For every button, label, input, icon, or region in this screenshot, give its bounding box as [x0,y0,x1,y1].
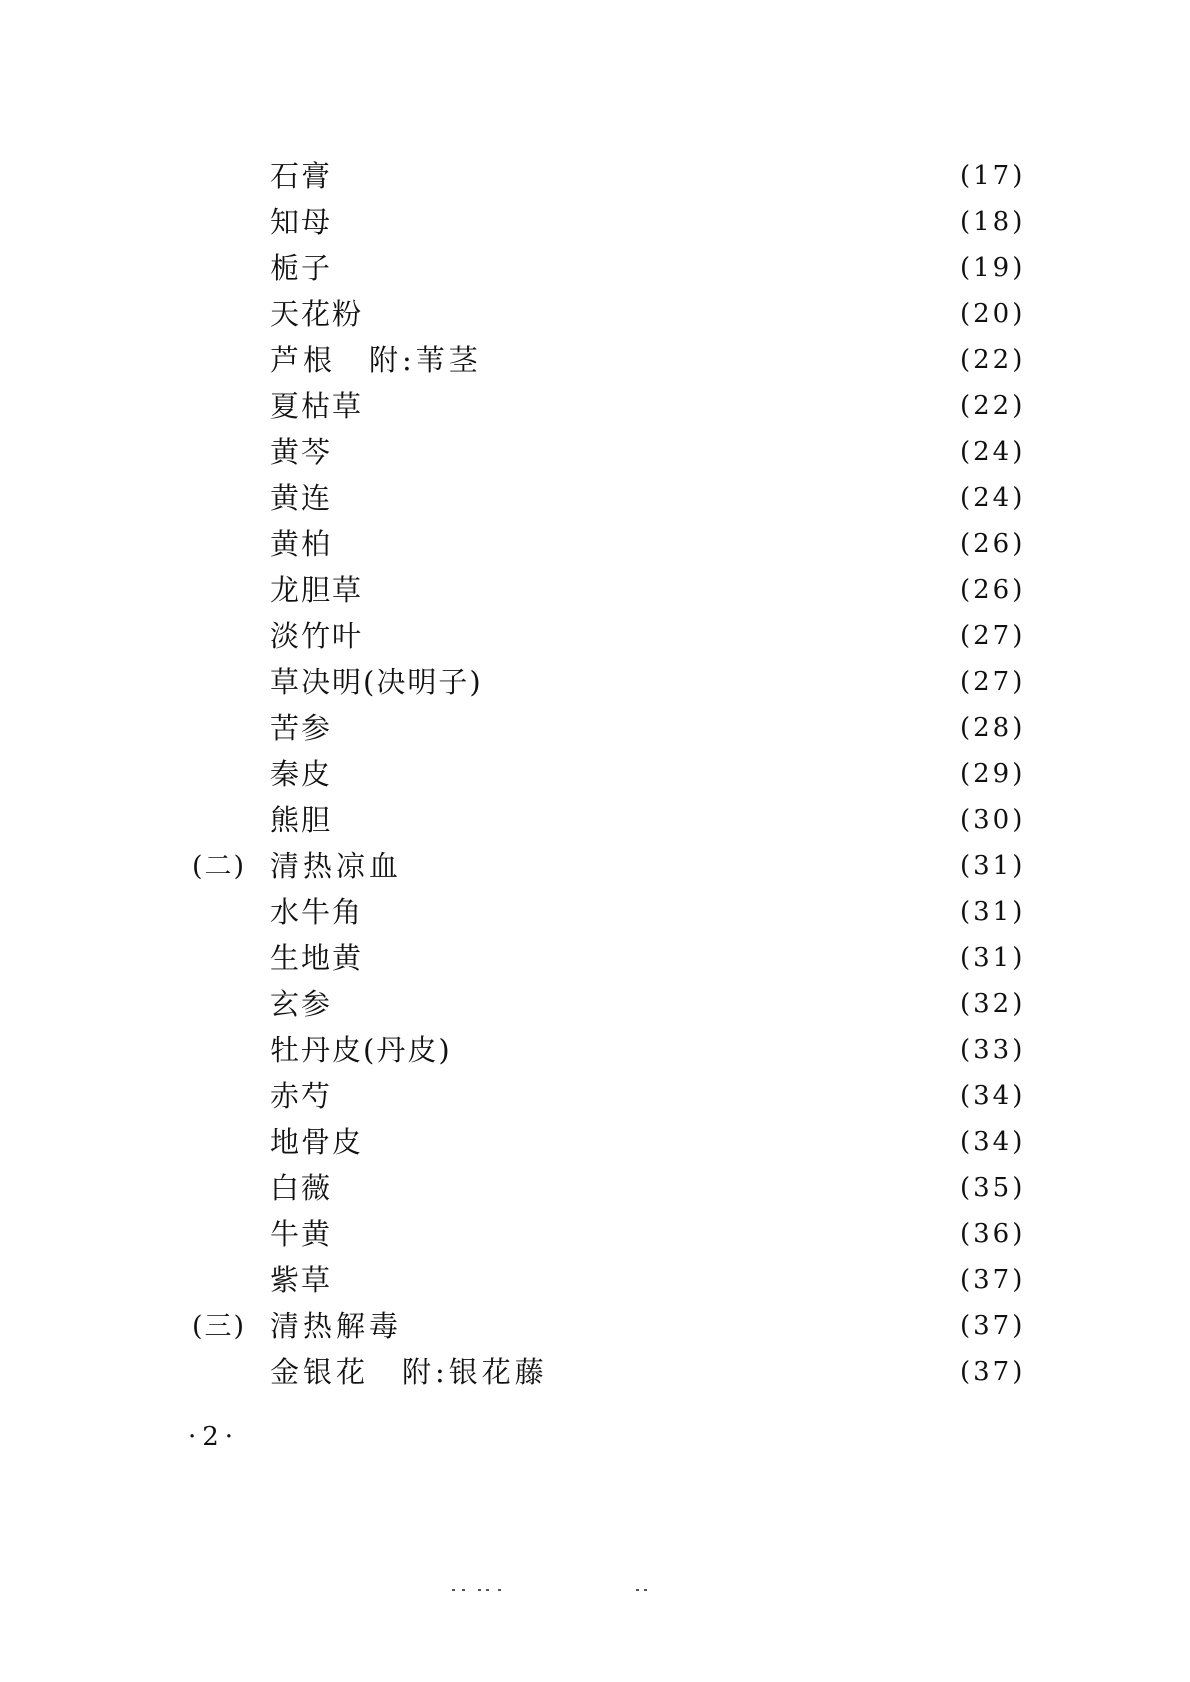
entry-title: 黄柏 [270,527,333,561]
toc-entry-shigao [0,156,1190,202]
toc-entry-digupi [0,1122,1190,1168]
entry-title: 夏枯草 [270,389,364,423]
entry-title: 龙胆草 [270,573,364,607]
toc-section-qingre-jiedu [0,1306,1190,1352]
entry-title: 草决明(决明子) [270,665,483,699]
entry-title: 苦参 [270,711,333,745]
entry-title: 天花粉 [270,297,364,331]
entry-title: 紫草 [270,1263,333,1297]
toc-entry-qinpi [0,754,1190,800]
page-number: (24) [960,483,1026,513]
entry-title: 金银花 附:银花藤 [270,1355,548,1389]
page-number: (31) [960,943,1026,973]
toc-entry-kushen [0,708,1190,754]
toc-entry-mudanpi [0,1030,1190,1076]
entry-title: 石膏 [270,159,333,193]
section-marker: (二) [192,851,247,882]
scan-specks [440,1585,670,1595]
entry-title: 地骨皮 [270,1125,364,1159]
page-number: (24) [960,437,1026,467]
page-number: (27) [960,621,1026,651]
page-number: (33) [960,1035,1026,1065]
toc-entry-danzhuye [0,616,1190,662]
page-number: (22) [960,345,1026,375]
entry-title: 牛黄 [270,1217,333,1251]
scan-speck [498,1589,501,1591]
page-number: (19) [960,253,1026,283]
toc-entry-shuiniujiao [0,892,1190,938]
toc-entry-lugen [0,340,1190,386]
toc-entry-huangqin [0,432,1190,478]
entry-title: 芦根 附:苇茎 [270,343,482,377]
page-number: (31) [960,897,1026,927]
page-number: (37) [960,1311,1026,1341]
entry-title: 牡丹皮(丹皮) [270,1033,452,1067]
toc-entry-zhimu [0,202,1190,248]
page-number: (31) [960,851,1026,881]
entry-title: 生地黄 [270,941,364,975]
scan-speck [636,1589,639,1591]
toc-entry-chishao [0,1076,1190,1122]
entry-title: 黄芩 [270,435,333,469]
entry-title: 淡竹叶 [270,619,364,653]
entry-title: 知母 [270,205,333,239]
toc-entry-xuanshen [0,984,1190,1030]
scan-speck [486,1589,489,1591]
toc-entry-tianhuafen [0,294,1190,340]
toc-entry-huanglian [0,478,1190,524]
page-number: (26) [960,575,1026,605]
scan-speck [644,1589,647,1591]
entry-title: 秦皮 [270,757,333,791]
scan-speck [462,1589,465,1591]
page-number: (18) [960,207,1026,237]
scan-speck [452,1589,455,1591]
entry-title: 栀子 [270,251,333,285]
page-number: (29) [960,759,1026,789]
toc-entry-xiakucao [0,386,1190,432]
page-number: (35) [960,1173,1026,1203]
page-number: (17) [960,161,1026,191]
toc-entry-caojueming [0,662,1190,708]
page-number: (20) [960,299,1026,329]
entry-title: 赤芍 [270,1079,333,1113]
page-number: (32) [960,989,1026,1019]
section-marker: (三) [192,1311,247,1342]
toc-entry-zhizi [0,248,1190,294]
page-number: (26) [960,529,1026,559]
section-title: 清热解毒 [270,1309,403,1343]
toc-entry-huangbo [0,524,1190,570]
page-number: (36) [960,1219,1026,1249]
entry-title: 水牛角 [270,895,364,929]
entry-title: 熊胆 [270,803,333,837]
toc-entry-zicao [0,1260,1190,1306]
entry-title: 白薇 [270,1171,333,1205]
page-number: (34) [960,1127,1026,1157]
entry-title: 玄参 [270,987,333,1021]
page-folio: ·2· [188,1422,240,1452]
page-number: (30) [960,805,1026,835]
toc-entry-longdancao [0,570,1190,616]
toc-entry-baiwei [0,1168,1190,1214]
toc-section-qingre-liangxue [0,846,1190,892]
scan-speck [478,1589,481,1591]
page-number: (34) [960,1081,1026,1111]
page-number: (22) [960,391,1026,421]
page-number: (28) [960,713,1026,743]
page-number: (37) [960,1357,1026,1387]
section-title: 清热凉血 [270,849,403,883]
page-number: (37) [960,1265,1026,1295]
toc-entry-xiongdan [0,800,1190,846]
entry-title: 黄连 [270,481,333,515]
toc-entry-jinyinhua [0,1352,1190,1398]
toc-entry-shengdihuang [0,938,1190,984]
toc-entry-niuhuang [0,1214,1190,1260]
page-number: (27) [960,667,1026,697]
